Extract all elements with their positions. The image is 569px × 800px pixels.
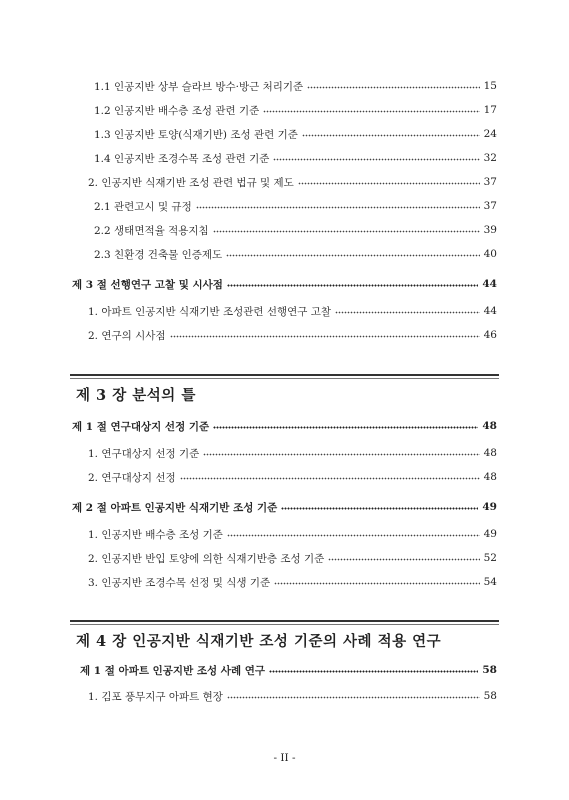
leader-dots (203, 453, 479, 456)
leader-dots (302, 134, 480, 137)
toc-row (94, 222, 497, 238)
toc-page: 48 (483, 471, 497, 483)
leader-dots (227, 534, 480, 537)
toc-row (88, 445, 497, 461)
toc-page: 32 (483, 152, 497, 164)
toc-page: 39 (483, 224, 497, 236)
toc-page: 58 (482, 664, 497, 676)
toc-page: 46 (483, 329, 497, 341)
toc-page: 44 (482, 278, 497, 290)
chapter-rule (70, 624, 499, 625)
leader-dots (274, 582, 479, 585)
toc-row (94, 198, 497, 214)
toc-section-row (72, 418, 497, 434)
toc-page: 37 (483, 200, 497, 212)
leader-dots (335, 311, 480, 314)
chapter-heading (70, 374, 499, 405)
toc-page: 54 (483, 576, 497, 588)
toc-page: 24 (483, 128, 497, 140)
toc-label: 1.2 인공지반 배수층 조성 관련 기준 (94, 104, 260, 117)
leader-dots (307, 86, 479, 89)
toc-label: 제 1 절 아파트 인공지반 조성 사례 연구 (80, 664, 266, 677)
toc-page: 48 (483, 447, 497, 459)
chapter-rule (70, 378, 499, 379)
leader-dots (213, 426, 478, 429)
toc-section-row (72, 499, 497, 515)
leader-dots (227, 284, 478, 287)
toc-section-row (72, 276, 497, 292)
toc-row (94, 126, 497, 142)
toc-row (88, 174, 497, 190)
toc-page: 15 (483, 80, 497, 92)
toc-row (88, 526, 497, 542)
leader-dots (263, 110, 479, 113)
leader-dots (269, 670, 478, 673)
toc-label: 2. 연구대상지 선정 (88, 471, 176, 484)
toc-label: 1. 아파트 인공지반 식재기반 조성관련 선행연구 고찰 (88, 305, 332, 318)
toc-label: 1. 연구대상지 선정 기준 (88, 447, 200, 460)
toc-label: 2. 연구의 시사점 (88, 329, 166, 342)
toc-row (94, 150, 497, 166)
toc-page: 40 (483, 248, 497, 260)
toc-row (88, 469, 497, 485)
toc-section-row (80, 662, 497, 678)
toc-label: 2. 인공지반 식재기반 조성 관련 법규 및 제도 (88, 176, 294, 189)
toc-label: 1. 김포 풍무지구 아파트 현장 (88, 690, 223, 703)
toc-page: 17 (483, 104, 497, 116)
leader-dots (170, 335, 480, 338)
page-number: - II - (273, 752, 296, 764)
toc-row (94, 246, 497, 262)
leader-dots (226, 254, 479, 257)
toc-page: 49 (483, 528, 497, 540)
toc-label: 2.2 생태면적율 적용지침 (94, 224, 209, 237)
chapter-title: 제 4 장 인공지반 식재기반 조성 기준의 사례 적용 연구 (76, 633, 442, 650)
toc-row (88, 688, 497, 704)
leader-dots (227, 696, 480, 699)
toc-label: 제 1 절 연구대상지 선정 기준 (72, 420, 210, 433)
leader-dots (196, 206, 480, 209)
toc-label: 2.1 관련고시 및 규정 (94, 200, 192, 213)
leader-dots (298, 182, 480, 185)
leader-dots (328, 558, 479, 561)
toc-label: 1.4 인공지반 조경수목 조성 관련 기준 (94, 152, 270, 165)
toc-label: 1. 인공지반 배수층 조성 기준 (88, 528, 223, 541)
toc-row (88, 303, 497, 319)
toc-label: 제 2 절 아파트 인공지반 식재기반 조성 기준 (72, 501, 278, 514)
toc-page: 37 (483, 176, 497, 188)
toc-row (94, 78, 497, 94)
leader-dots (281, 507, 478, 510)
toc-page: 58 (483, 690, 497, 702)
toc-label: 2.3 친환경 건축물 인증제도 (94, 248, 223, 261)
toc-row (94, 102, 497, 118)
toc-label: 제 3 절 선행연구 고찰 및 시사점 (72, 278, 223, 291)
toc-row (88, 327, 497, 343)
chapter-heading (70, 620, 499, 651)
toc-label: 1.3 인공지반 토양(식재기반) 조성 관련 기준 (94, 128, 298, 141)
toc-label: 1.1 인공지반 상부 슬라브 방수·방근 처리기준 (94, 80, 304, 93)
toc-page: 48 (482, 420, 497, 432)
toc-page: 52 (483, 552, 497, 564)
toc-label: 2. 인공지반 반입 토양에 의한 식재기반층 조성 기준 (88, 552, 325, 565)
leader-dots (180, 477, 480, 480)
toc-page: 44 (483, 305, 497, 317)
chapter-title: 제 3 장 분석의 틀 (76, 387, 196, 404)
leader-dots (273, 158, 479, 161)
toc-row (88, 574, 497, 590)
toc-row (88, 550, 497, 566)
leader-dots (213, 230, 480, 233)
toc-label: 3. 인공지반 조경수목 선정 및 식생 기준 (88, 576, 271, 589)
toc-page: 49 (482, 501, 497, 513)
